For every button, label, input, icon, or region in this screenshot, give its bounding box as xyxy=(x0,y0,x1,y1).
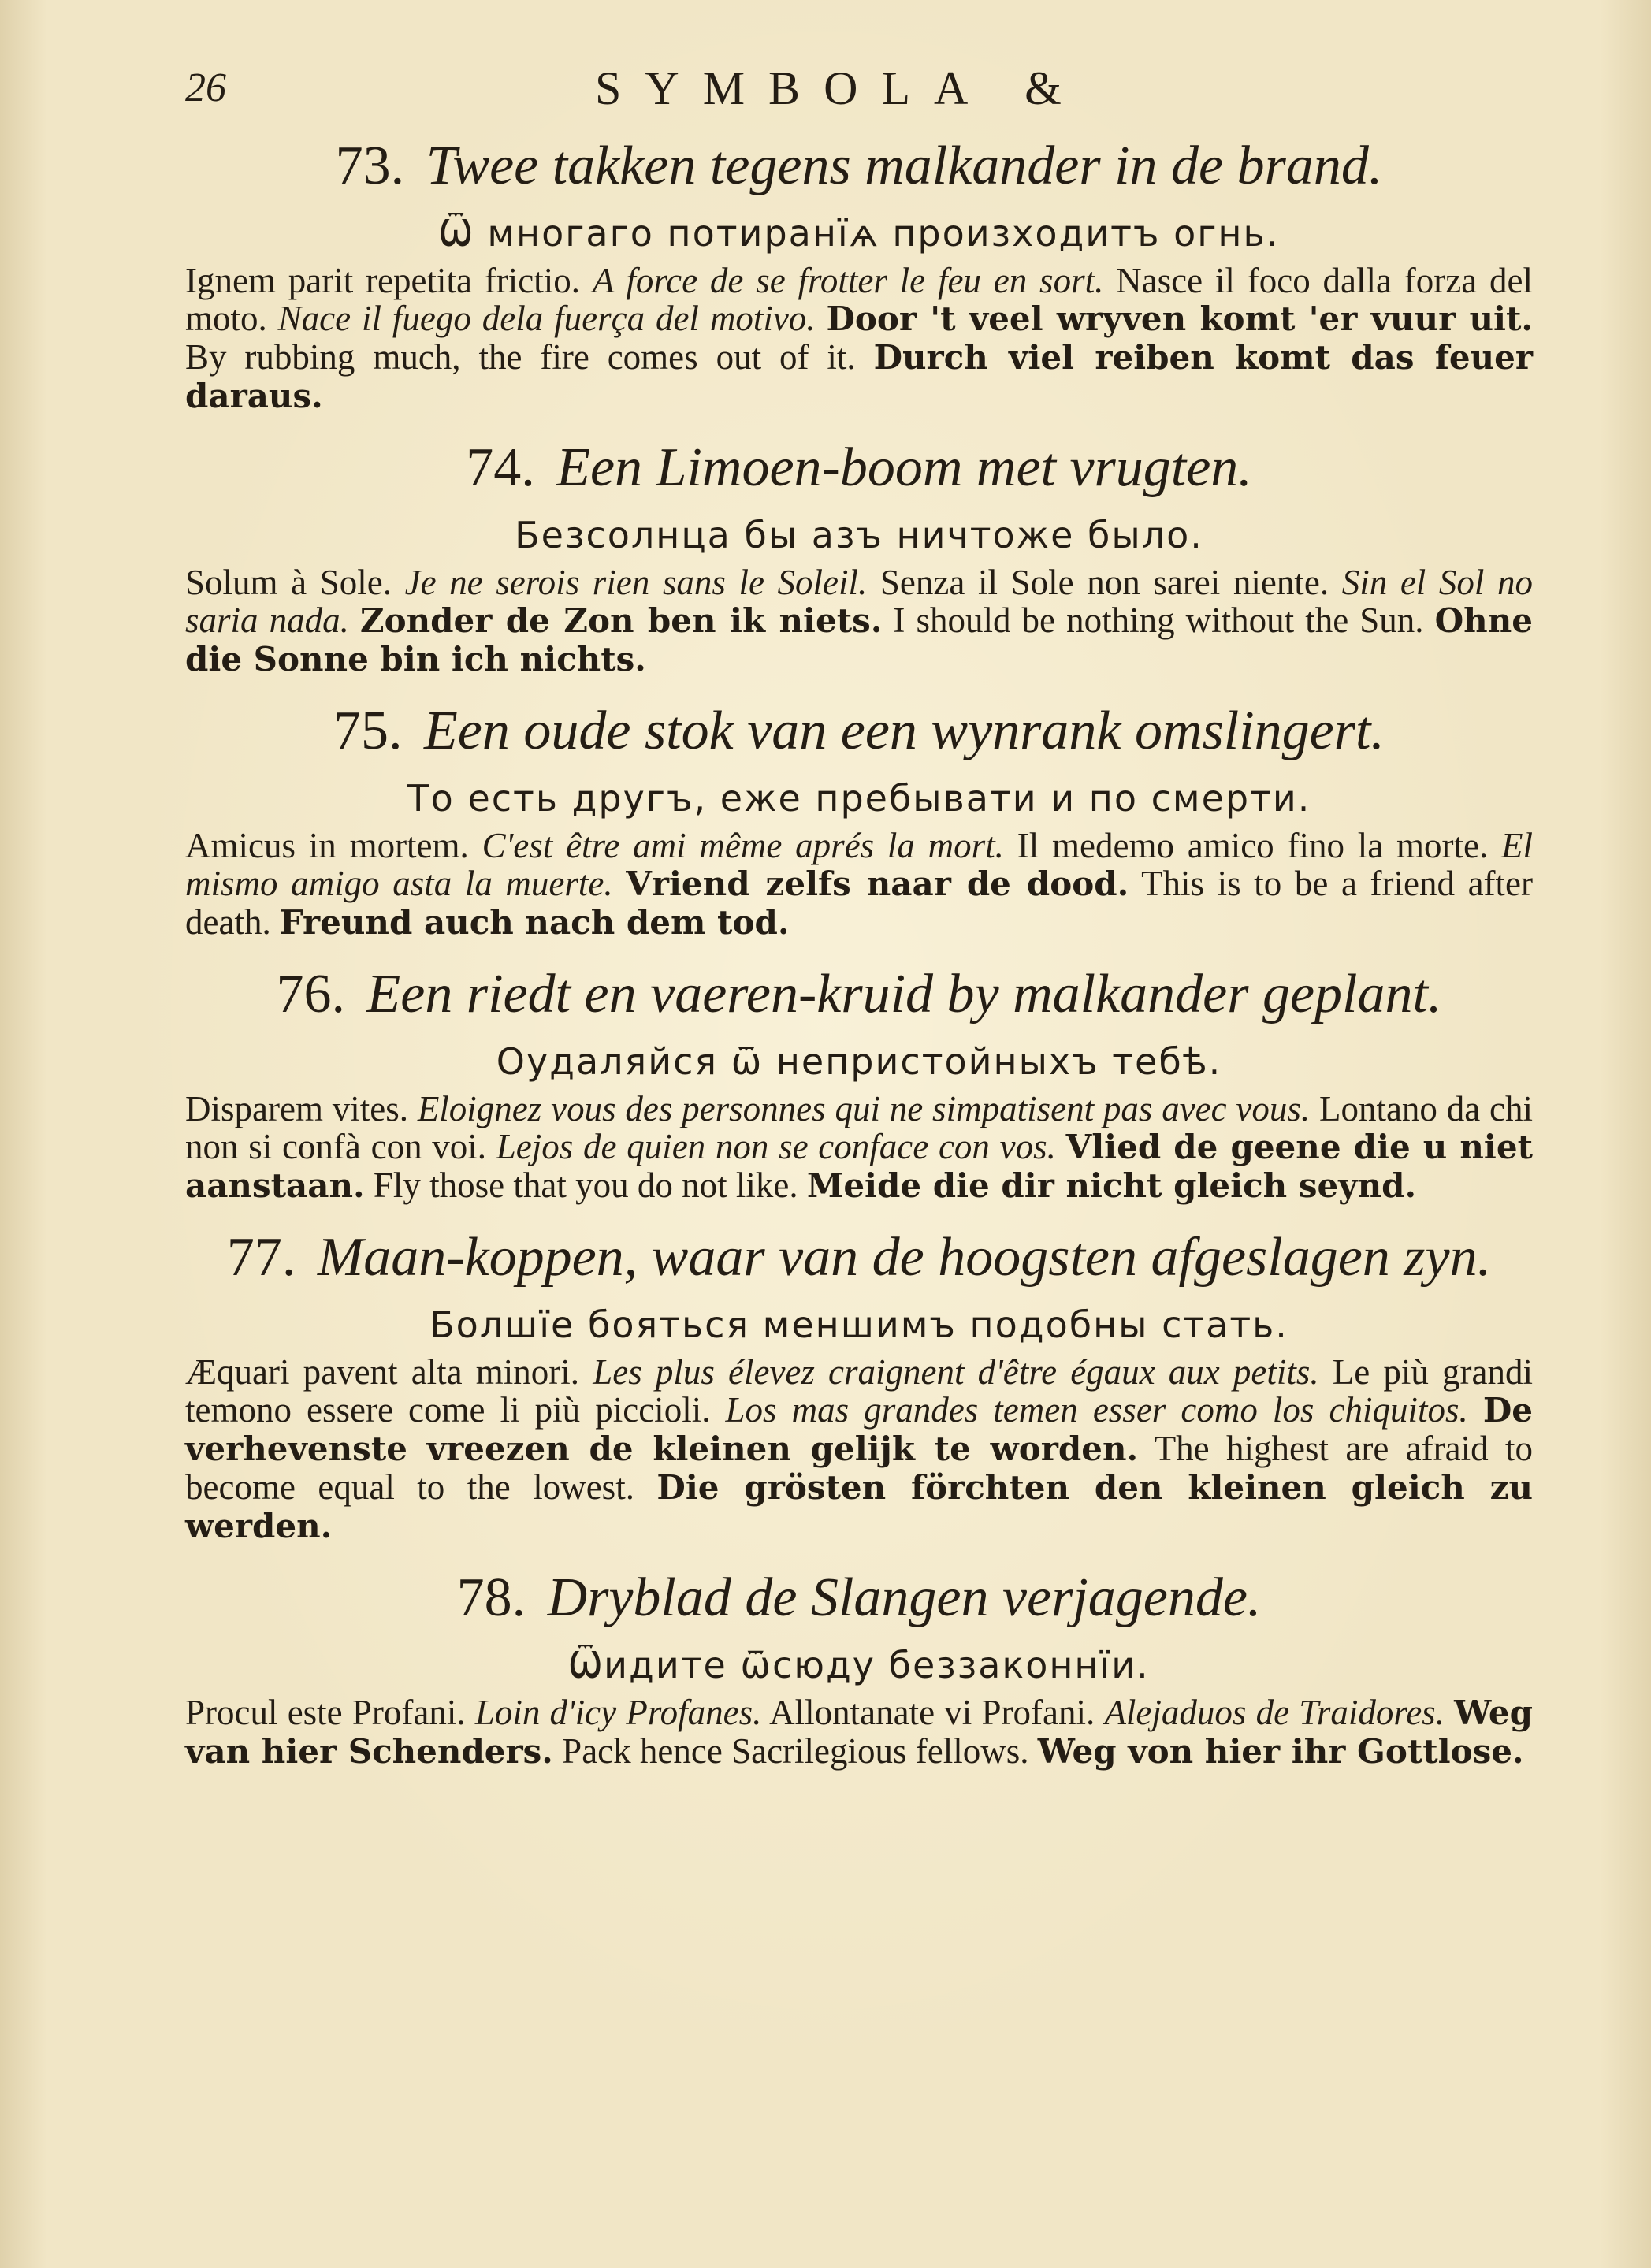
french-motto: Je ne serois rien sans le Soleil. xyxy=(404,563,868,602)
emblem-translations xyxy=(185,827,1533,942)
latin-motto: Æquari pavent alta minori. xyxy=(185,1352,580,1392)
italian-motto: Lontano da chi non si confà con voi. xyxy=(185,1089,1533,1166)
slavonic-motto: Безсолнца бы азъ ничтоже было. xyxy=(515,514,1203,556)
spanish-motto: El mismo amigo asta la muerte. xyxy=(185,826,1534,903)
emblem-75 xyxy=(185,699,1533,942)
french-motto: A force de se frotter le feu en sort. xyxy=(592,261,1104,300)
spanish-motto: Alejaduos de Traidores. xyxy=(1104,1693,1445,1732)
emblem-title-text: Maan-koppen, waar van de hoogsten afgeslagen zyn. xyxy=(317,1227,1492,1288)
english-motto: This is to be a friend after death. xyxy=(185,864,1534,942)
emblem-title xyxy=(185,436,1533,500)
emblem-translations xyxy=(185,563,1533,679)
dutch-motto: Vlied de geene die u niet aanstaan. xyxy=(185,1128,1533,1205)
italian-motto: Il medemo amico fino la morte. xyxy=(1017,826,1489,865)
italian-motto: Allontanate vi Profani. xyxy=(769,1693,1095,1732)
french-motto: C'est être ami même aprés la mort. xyxy=(482,826,1004,865)
english-motto: Fly those that you do not like. xyxy=(373,1166,798,1205)
spanish-motto: Los mas grandes temen esser como los chiquitos. xyxy=(725,1390,1468,1430)
spanish-motto: Nace il fuego dela fuerça del motivo. xyxy=(277,299,816,338)
spanish-motto: Lejos de quien non se conface con vos. xyxy=(496,1127,1056,1166)
emblem-title-text: Een oude stok van een wynrank omslingert. xyxy=(424,701,1385,761)
emblem-number: 78. xyxy=(456,1567,526,1628)
emblem-translations xyxy=(185,1694,1533,1771)
emblem-translations xyxy=(185,1090,1533,1205)
dutch-motto: Zonder de Zon ben ik niets. xyxy=(359,601,883,640)
emblem-title xyxy=(185,962,1533,1027)
slavonic-motto: Ѿ многаго потиранїѧ произходитъ огнь. xyxy=(438,212,1280,255)
english-motto: I should be nothing without the Sun. xyxy=(893,600,1424,640)
emblem-76 xyxy=(185,962,1533,1205)
spanish-motto: Sin el Sol no saria nada. xyxy=(185,563,1534,640)
german-motto: Meide die dir nicht gleich seynd. xyxy=(806,1166,1417,1205)
emblem-74 xyxy=(185,436,1533,679)
emblem-title-text: Een Limoen-boom met vrugten. xyxy=(556,437,1252,498)
latin-motto: Ignem parit repetita frictio. xyxy=(185,261,580,300)
running-title: SYMBOLA & xyxy=(595,62,1085,114)
emblem-translations xyxy=(185,262,1533,415)
italian-motto: Senza il Sole non sarei niente. xyxy=(879,563,1329,602)
emblem-title xyxy=(185,1566,1533,1630)
latin-motto: Solum à Sole. xyxy=(185,563,392,602)
english-motto: By rubbing much, the fire comes out of it. xyxy=(185,337,856,377)
emblem-number: 73. xyxy=(335,136,405,196)
slavonic-motto: То есть другъ, еже пребывати и по смерти. xyxy=(407,777,1311,820)
english-motto: Pack hence Sacrilegious fellows. xyxy=(562,1731,1029,1771)
german-motto: Weg von hier ihr Gottlose. xyxy=(1037,1732,1524,1771)
emblem-73 xyxy=(185,134,1533,415)
english-motto: The highest are afraid to become equal to the lowest. xyxy=(185,1429,1534,1507)
emblem-title xyxy=(185,134,1533,199)
latin-motto: Amicus in mortem. xyxy=(185,826,469,865)
german-motto: Die grösten förchten den kleinen gleich zu werden. xyxy=(185,1468,1533,1545)
dutch-motto: Vriend zelfs naar de dood. xyxy=(626,864,1129,903)
dutch-motto: Weg van hier Schenders. xyxy=(185,1694,1534,1771)
german-motto: Freund auch nach dem tod. xyxy=(279,903,790,942)
latin-motto: Disparem vites. xyxy=(185,1089,408,1128)
slavonic-motto: Болшїе бояться меншимъ подобны стать. xyxy=(429,1303,1288,1346)
emblem-title-text: Een riedt en vaeren-kruid by malkander geplant. xyxy=(366,964,1442,1024)
dutch-motto: Door 't veel wryven komt 'er vuur uit. xyxy=(826,299,1534,338)
french-motto: Les plus élevez craignent d'être égaux aux petits. xyxy=(593,1352,1319,1392)
latin-motto: Procul este Profani. xyxy=(185,1693,466,1732)
running-head xyxy=(185,55,1533,126)
french-motto: Loin d'icy Profanes. xyxy=(474,1693,762,1732)
german-motto: Ohne die Sonne bin ich nichts. xyxy=(185,601,1533,679)
slavonic-motto: Оудаляйся ѿ непристойныхъ тебѣ. xyxy=(496,1040,1222,1083)
emblem-title-text: Dryblad de Slangen verjagende. xyxy=(547,1567,1262,1628)
emblem-translations xyxy=(185,1353,1533,1545)
italian-motto: Le più grandi temono essere come li più piccioli. xyxy=(185,1352,1533,1430)
emblem-78 xyxy=(185,1566,1533,1771)
emblem-number: 77. xyxy=(226,1227,296,1288)
emblem-title xyxy=(185,699,1533,764)
emblem-77 xyxy=(185,1225,1533,1545)
page-content xyxy=(185,55,1533,1771)
emblem-number: 75. xyxy=(333,701,403,761)
dutch-motto: De verhevenste vreezen de kleinen gelijk te worden. xyxy=(185,1391,1533,1468)
page-number: 26 xyxy=(185,65,226,110)
emblem-title xyxy=(185,1225,1533,1290)
emblem-number: 76. xyxy=(276,964,346,1024)
italian-motto: Nasce il foco dalla forza del moto. xyxy=(185,261,1534,338)
french-motto: Eloignez vous des personnes qui ne simpatisent pas avec vous. xyxy=(417,1089,1311,1128)
slavonic-motto: Ѿидите ѿсюду беззаконнїи. xyxy=(568,1644,1150,1686)
emblem-number: 74. xyxy=(466,437,535,498)
german-motto: Durch viel reiben komt das feuer daraus. xyxy=(185,338,1533,415)
emblem-title-text: Twee takken tegens malkander in de brand. xyxy=(426,136,1383,196)
